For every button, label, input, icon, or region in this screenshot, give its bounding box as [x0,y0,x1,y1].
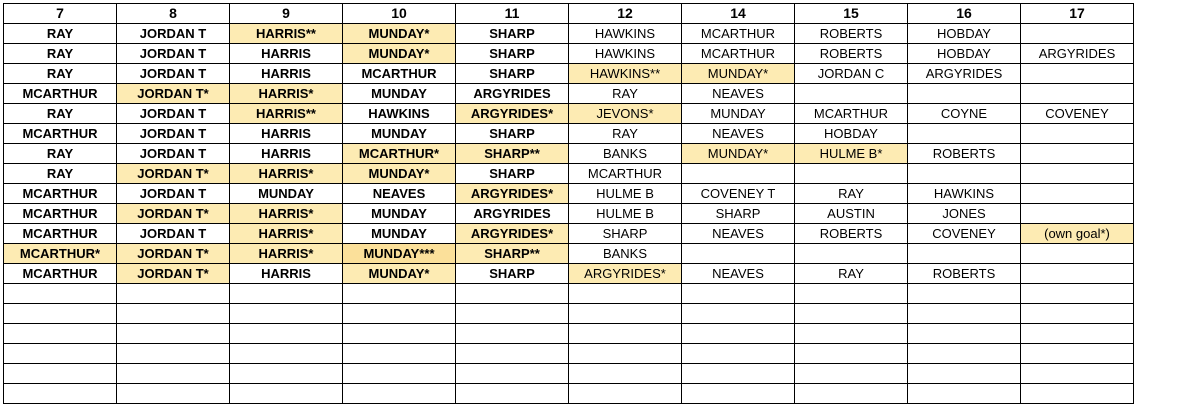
lineup-table-body [4,24,1134,404]
table-cell[interactable]: RAY [795,264,908,284]
table-cell[interactable] [569,384,682,404]
table-cell[interactable]: MCARTHUR [569,164,682,184]
table-cell[interactable]: SHARP [456,64,569,84]
table-row [4,184,1134,204]
column-header-row [4,4,1134,24]
table-row [4,364,1134,384]
table-cell[interactable] [456,364,569,384]
table-cell[interactable] [1021,204,1134,224]
table-cell[interactable]: HAWKINS [908,184,1021,204]
table-cell[interactable]: JORDAN T [117,104,230,124]
table-cell[interactable] [795,284,908,304]
column-header[interactable]: 14 [682,4,795,24]
table-cell[interactable]: MUNDAY [343,224,456,244]
table-cell[interactable]: JEVONS* [569,104,682,124]
table-cell[interactable]: NEAVES [682,84,795,104]
table-cell[interactable]: ROBERTS [795,44,908,64]
table-cell[interactable] [4,284,117,304]
table-cell[interactable] [795,84,908,104]
table-cell[interactable]: MUNDAY* [343,164,456,184]
table-cell[interactable] [343,284,456,304]
table-cell[interactable] [908,364,1021,384]
table-cell[interactable]: RAY [4,44,117,64]
table-cell[interactable] [456,384,569,404]
table-cell[interactable]: SHARP** [456,244,569,264]
table-row [4,384,1134,404]
table-cell[interactable] [1021,304,1134,324]
table-cell[interactable]: HOBDAY [908,24,1021,44]
table-cell[interactable] [343,324,456,344]
table-cell[interactable] [908,384,1021,404]
table-cell[interactable]: HARRIS* [230,244,343,264]
table-cell[interactable] [1021,264,1134,284]
table-cell[interactable]: JORDAN C [795,64,908,84]
table-cell[interactable]: MUNDAY* [682,64,795,84]
table-cell[interactable]: COYNE [908,104,1021,124]
table-cell[interactable]: SHARP [569,224,682,244]
table-cell[interactable] [682,324,795,344]
table-cell[interactable]: SHARP [456,124,569,144]
table-cell[interactable] [908,84,1021,104]
table-cell[interactable]: MUNDAY* [343,264,456,284]
table-cell[interactable]: RAY [4,104,117,124]
table-row [4,204,1134,224]
table-cell[interactable]: HARRIS* [230,164,343,184]
table-cell[interactable] [117,364,230,384]
table-row [4,144,1134,164]
table-cell[interactable]: HARRIS* [230,224,343,244]
table-cell[interactable]: ROBERTS [908,144,1021,164]
table-cell[interactable]: HARRIS** [230,104,343,124]
table-cell[interactable] [569,304,682,324]
table-cell[interactable]: RAY [569,124,682,144]
table-cell[interactable]: RAY [4,164,117,184]
table-cell[interactable]: JORDAN T* [117,164,230,184]
table-cell[interactable]: MUNDAY [343,124,456,144]
table-cell[interactable]: JORDAN T [117,224,230,244]
table-cell[interactable]: MUNDAY*** [343,244,456,264]
table-cell[interactable] [1021,364,1134,384]
table-cell[interactable]: ROBERTS [908,264,1021,284]
table-cell[interactable] [117,384,230,404]
table-cell[interactable] [230,364,343,384]
table-cell[interactable]: MCARTHUR [682,44,795,64]
table-cell[interactable]: ARGYRIDES* [456,184,569,204]
table-row [4,224,1134,244]
table-cell[interactable] [1021,284,1134,304]
table-cell[interactable] [1021,164,1134,184]
table-cell[interactable] [1021,324,1134,344]
column-header[interactable]: 15 [795,4,908,24]
table-row [4,124,1134,144]
table-cell[interactable] [1021,144,1134,164]
table-cell[interactable]: MCARTHUR [343,64,456,84]
table-cell[interactable] [682,164,795,184]
table-cell[interactable]: MCARTHUR [682,24,795,44]
column-header[interactable]: 9 [230,4,343,24]
table-cell[interactable]: ARGYRIDES* [456,104,569,124]
table-cell[interactable] [795,304,908,324]
table-cell[interactable] [1021,24,1134,44]
table-cell[interactable] [908,164,1021,184]
table-cell[interactable] [682,244,795,264]
table-cell[interactable] [230,324,343,344]
table-cell[interactable]: MCARTHUR [795,104,908,124]
table-cell[interactable] [117,284,230,304]
column-header[interactable]: 7 [4,4,117,24]
table-cell[interactable]: SHARP [456,24,569,44]
table-cell[interactable] [795,324,908,344]
table-cell[interactable]: HARRIS [230,64,343,84]
table-cell[interactable]: ARGYRIDES* [456,224,569,244]
table-cell[interactable]: HAWKINS** [569,64,682,84]
table-cell[interactable] [682,284,795,304]
table-cell[interactable] [456,324,569,344]
table-cell[interactable]: JORDAN T [117,144,230,164]
table-cell[interactable]: MCARTHUR [4,124,117,144]
table-cell[interactable] [682,364,795,384]
table-cell[interactable]: RAY [795,184,908,204]
table-cell[interactable] [4,304,117,324]
table-cell[interactable]: HARRIS* [230,84,343,104]
table-cell[interactable] [4,344,117,364]
table-row [4,164,1134,184]
table-row [4,284,1134,304]
table-cell[interactable]: BANKS [569,244,682,264]
table-row [4,44,1134,64]
table-cell[interactable]: JORDAN T [117,64,230,84]
table-row [4,324,1134,344]
table-cell[interactable] [456,344,569,364]
table-cell[interactable] [1021,84,1134,104]
table-cell[interactable] [456,284,569,304]
table-cell[interactable] [795,164,908,184]
table-cell[interactable]: JONES [908,204,1021,224]
table-cell[interactable] [569,324,682,344]
table-cell[interactable] [795,384,908,404]
table-cell[interactable] [1021,64,1134,84]
table-cell[interactable]: JORDAN T [117,24,230,44]
table-cell[interactable]: ROBERTS [795,24,908,44]
table-cell[interactable]: HARRIS [230,264,343,284]
table-cell[interactable]: MCARTHUR* [4,244,117,264]
table-cell[interactable]: JORDAN T [117,124,230,144]
column-header[interactable]: 16 [908,4,1021,24]
table-cell[interactable]: RAY [569,84,682,104]
table-cell[interactable] [1021,344,1134,364]
table-cell[interactable] [682,344,795,364]
table-cell[interactable]: RAY [4,24,117,44]
table-cell[interactable]: JORDAN T* [117,204,230,224]
table-cell[interactable] [682,304,795,324]
table-cell[interactable] [4,384,117,404]
table-cell[interactable] [908,304,1021,324]
table-cell[interactable]: MUNDAY [343,84,456,104]
table-cell[interactable] [343,344,456,364]
table-cell[interactable]: MUNDAY [682,104,795,124]
table-cell[interactable]: MUNDAY* [343,24,456,44]
table-cell[interactable]: ROBERTS [795,224,908,244]
table-cell[interactable]: (own goal*) [1021,224,1134,244]
table-cell[interactable] [908,284,1021,304]
table-cell[interactable] [908,324,1021,344]
table-cell[interactable]: HOBDAY [908,44,1021,64]
table-row [4,24,1134,44]
table-cell[interactable] [4,324,117,344]
table-cell[interactable]: JORDAN T* [117,244,230,264]
table-cell[interactable]: HARRIS [230,124,343,144]
table-cell[interactable]: AUSTIN [795,204,908,224]
column-header[interactable]: 11 [456,4,569,24]
table-cell[interactable]: SHARP [456,264,569,284]
table-cell[interactable]: MCARTHUR [4,204,117,224]
table-cell[interactable]: RAY [4,64,117,84]
table-row [4,64,1134,84]
table-cell[interactable]: SHARP [456,164,569,184]
table-cell[interactable]: JORDAN T* [117,264,230,284]
table-cell[interactable] [569,284,682,304]
table-cell[interactable] [117,304,230,324]
table-cell[interactable]: HARRIS [230,44,343,64]
table-cell[interactable]: HULME B* [795,144,908,164]
table-cell[interactable]: HULME B [569,184,682,204]
table-cell[interactable] [1021,384,1134,404]
table-cell[interactable]: MCARTHUR [4,84,117,104]
table-cell[interactable] [343,384,456,404]
table-cell[interactable] [230,284,343,304]
table-cell[interactable]: MUNDAY* [343,44,456,64]
table-cell[interactable] [230,344,343,364]
table-row [4,244,1134,264]
table-cell[interactable]: ARGYRIDES [456,204,569,224]
table-row [4,344,1134,364]
table-cell[interactable] [795,364,908,384]
table-cell[interactable] [230,304,343,324]
table-cell[interactable]: MUNDAY [230,184,343,204]
table-cell[interactable]: NEAVES [343,184,456,204]
table-cell[interactable]: COVENEY [908,224,1021,244]
table-cell[interactable]: ARGYRIDES* [569,264,682,284]
table-cell[interactable] [343,364,456,384]
table-cell[interactable]: ARGYRIDES [908,64,1021,84]
table-cell[interactable]: HARRIS** [230,24,343,44]
column-header[interactable]: 8 [117,4,230,24]
table-cell[interactable] [795,244,908,264]
table-cell[interactable]: JORDAN T [117,44,230,64]
table-row [4,304,1134,324]
table-cell[interactable] [1021,124,1134,144]
table-cell[interactable]: COVENEY [1021,104,1134,124]
table-cell[interactable] [682,384,795,404]
table-cell[interactable] [569,364,682,384]
table-cell[interactable]: HAWKINS [569,44,682,64]
table-cell[interactable]: NEAVES [682,124,795,144]
table-cell[interactable] [117,344,230,364]
table-cell[interactable]: JORDAN T [117,184,230,204]
table-cell[interactable] [908,124,1021,144]
table-cell[interactable] [908,244,1021,264]
table-cell[interactable] [456,304,569,324]
table-cell[interactable]: HARRIS* [230,204,343,224]
table-cell[interactable]: HARRIS [230,144,343,164]
table-cell[interactable]: HAWKINS [343,104,456,124]
table-cell[interactable] [4,364,117,384]
table-cell[interactable] [1021,184,1134,204]
table-cell[interactable] [908,344,1021,364]
table-cell[interactable]: MCARTHUR [4,224,117,244]
table-cell[interactable]: JORDAN T* [117,84,230,104]
table-cell[interactable]: MUNDAY* [682,144,795,164]
table-cell[interactable]: SHARP [456,44,569,64]
table-cell[interactable]: HAWKINS [569,24,682,44]
column-header[interactable]: 12 [569,4,682,24]
table-cell[interactable]: COVENEY T [682,184,795,204]
table-cell[interactable]: NEAVES [682,264,795,284]
table-cell[interactable]: HULME B [569,204,682,224]
table-cell[interactable]: ARGYRIDES [456,84,569,104]
table-cell[interactable] [795,344,908,364]
table-cell[interactable]: MCARTHUR [4,184,117,204]
column-header[interactable]: 10 [343,4,456,24]
table-cell[interactable]: ARGYRIDES [1021,44,1134,64]
table-cell[interactable]: BANKS [569,144,682,164]
table-row [4,84,1134,104]
table-row [4,104,1134,124]
table-cell[interactable] [569,344,682,364]
table-cell[interactable]: MCARTHUR* [343,144,456,164]
lineup-spreadsheet [3,3,1134,404]
table-cell[interactable]: MUNDAY [343,204,456,224]
column-header[interactable]: 17 [1021,4,1134,24]
table-cell[interactable]: SHARP** [456,144,569,164]
table-cell[interactable] [1021,244,1134,264]
table-cell[interactable]: MCARTHUR [4,264,117,284]
table-cell[interactable] [117,324,230,344]
table-cell[interactable]: RAY [4,144,117,164]
table-cell[interactable] [343,304,456,324]
table-cell[interactable]: HOBDAY [795,124,908,144]
table-cell[interactable] [230,384,343,404]
table-cell[interactable]: SHARP [682,204,795,224]
table-cell[interactable]: NEAVES [682,224,795,244]
table-row [4,264,1134,284]
